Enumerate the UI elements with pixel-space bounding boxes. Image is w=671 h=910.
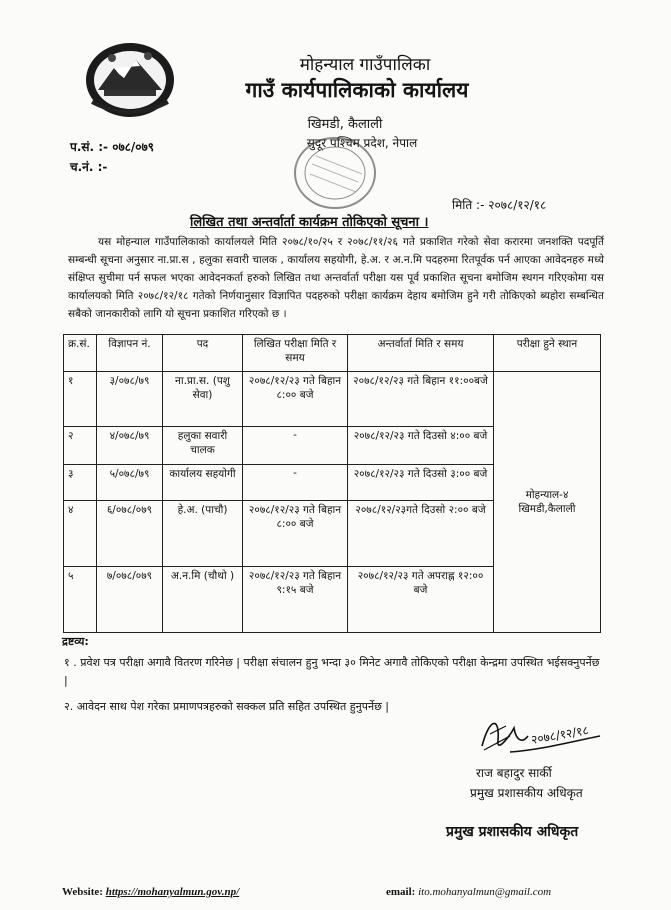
cell-sn: ४ bbox=[64, 501, 97, 567]
footer-email bbox=[386, 886, 551, 898]
cell-interview: २०७८/१२/२३ गते दिउसो ४:०० बजे bbox=[348, 427, 494, 465]
table-header-row bbox=[64, 335, 601, 372]
email-link[interactable]: ito.mohanyalmun@gmail.com bbox=[418, 886, 552, 898]
notice-subject: लिखित तथा अन्तर्वार्ता कार्यक्रम तोकिएको सूचना । bbox=[190, 215, 429, 230]
office-stamp bbox=[292, 134, 378, 212]
cell-ad-no: ६/०७८/०७९ bbox=[97, 501, 163, 567]
org-name: मोहन्याल गाउँपालिका bbox=[299, 55, 431, 75]
ps-value: ०७८/०७९ bbox=[112, 140, 155, 154]
header-written: लिखित परीक्षा मिति र समय bbox=[243, 335, 348, 372]
cell-written: २०७८/१२/२३ गते बिहान ८:०० बजे bbox=[243, 372, 348, 427]
date-label: मिति :- bbox=[452, 198, 485, 212]
cell-written: - bbox=[243, 465, 348, 501]
cell-ad-no: ५/०७८/७९ bbox=[97, 465, 163, 501]
cell-post: हलुका सवारी चालक bbox=[163, 427, 243, 465]
notice-body: यस मोहन्याल गाउँपालिकाको कार्यालयले मिति २०७८/१०/२५ र २०७८/११/२६ गते प्रकाशित गरेको सेवा करारमा जनशक्ति पदपूर्ति सम्बन्धी सूचना अनुसार ना.प्रा.स , हलुका सवारी चालक , कार्यालय सहयोगी, हे.अ. र अ.न.मि पदहरुमा रितपूर्वक पर्न आएका आवेदनहरु मध्ये संक्षिप्त सुचीमा पर्न सफल भएका आवेदनकर्ता हरुको लिखित तथा अन्तर्वार्ता परीक्षा यस पूर्व प्रकाशित सूचना बमोजिम स्थगन गरिएकोमा यस कार्यालयको मिति २०७८/१२/१८ गतेको निर्णयानुसार विज्ञापित पदहरुको परीक्षा कार्यक्रम देहाय बमोजिम हुने गरी तोकिएको ब्यहोरा सम्बन्धित सबैको जानकारीको लागि यो सूचना प्रकाशित गरिएको छ । bbox=[68, 236, 604, 320]
footer-website bbox=[62, 886, 239, 898]
cell-written: २०७८/१२/२३ गते बिहान ८:०० बजे bbox=[243, 501, 348, 567]
header-venue: परीक्षा हुने स्थान bbox=[494, 335, 601, 372]
cn-number bbox=[70, 158, 107, 175]
ps-label: प.सं. :- bbox=[70, 140, 109, 154]
email-label: email: bbox=[386, 886, 416, 898]
cell-sn: २ bbox=[64, 427, 97, 465]
cell-ad-no: ३/०७८/७९ bbox=[97, 372, 163, 427]
website-label: Website: bbox=[62, 886, 103, 898]
cell-interview: २०७८/१२/२३ गते दिउसो ३:०० बजे bbox=[348, 465, 494, 501]
cell-written: - bbox=[243, 427, 348, 465]
cell-interview: २०७८/१२/२३ गते अपराह्न १२:०० बजे bbox=[348, 567, 494, 633]
website-link[interactable]: https://mohanyalmun.gov.np/ bbox=[105, 886, 240, 898]
cell-venue: मोहन्याल-४ खिमडी,कैलाली bbox=[494, 372, 601, 633]
header-sn: क्र.सं. bbox=[64, 335, 97, 372]
cell-post: कार्यालय सहयोगी bbox=[163, 465, 243, 501]
cn-label: च.नं. :- bbox=[70, 160, 108, 174]
cell-sn: ३ bbox=[64, 465, 97, 501]
header-post: पद bbox=[163, 335, 243, 372]
cell-post: अ.न.मि (चौथो ) bbox=[163, 567, 243, 633]
cell-ad-no: ४/०७८/७९ bbox=[97, 427, 163, 465]
table-row bbox=[64, 372, 601, 427]
header-interview: अन्तर्वार्ता मिति र समय bbox=[348, 335, 494, 372]
notice-date bbox=[452, 196, 546, 213]
note-item: १ . प्रवेश पत्र परीक्षा अगावै वितरण गरिनेछ | परीक्षा संचालन हुनु भन्दा ३० मिनेट अगावै तोकिएको परीक्षा केन्द्रमा उपस्थित भईसक्नुपर्नेछ | bbox=[64, 656, 600, 687]
place-name: खिमडी, कैलाली bbox=[307, 117, 383, 132]
signer-title: प्रमुख प्रशासकीय अधिकृत bbox=[470, 786, 583, 800]
date-value: २०७८/१२/१८ bbox=[488, 198, 547, 212]
note-item: २. आवेदन साथ पेश गरेका प्रमाणपत्रहरुको सक्कल प्रति सहित उपस्थित हुनुपर्नेछ | bbox=[64, 700, 389, 713]
signer-title-stamp: प्रमुख प्रशासकीय अधिकृत bbox=[446, 824, 579, 840]
exam-schedule-table bbox=[63, 334, 601, 633]
handwritten-signature bbox=[470, 706, 610, 766]
cell-post: हे.अ. (पाचौ) bbox=[163, 501, 243, 567]
province-name: सुदूर पश्चिम प्रदेश, नेपाल bbox=[306, 136, 418, 150]
ps-number bbox=[70, 138, 154, 155]
cell-sn: ५ bbox=[64, 567, 97, 633]
municipality-logo bbox=[84, 40, 176, 120]
signer-name: राज बहादुर सार्की bbox=[476, 766, 552, 780]
cell-post: ना.प्रा.स. (पशु सेवा) bbox=[163, 372, 243, 427]
signature-date: २०७८/१२/१८ bbox=[530, 723, 590, 747]
cell-ad-no: ७/०७८/०७९ bbox=[97, 567, 163, 633]
cell-interview: २०७८/१२/२३ गते बिहान ११:००बजे bbox=[348, 372, 494, 427]
cell-sn: १ bbox=[64, 372, 97, 427]
notes-title: द्रष्टव्य: bbox=[62, 635, 89, 648]
cell-interview: २०७८/१२/२३गते दिउसो २:०० बजे bbox=[348, 501, 494, 567]
header-ad-no: विज्ञापन नं. bbox=[97, 335, 163, 372]
cell-written: २०७८/१२/२३ गते बिहान ९:१५ बजे bbox=[243, 567, 348, 633]
office-name: गाउँ कार्यपालिकाको कार्यालय bbox=[245, 78, 469, 102]
